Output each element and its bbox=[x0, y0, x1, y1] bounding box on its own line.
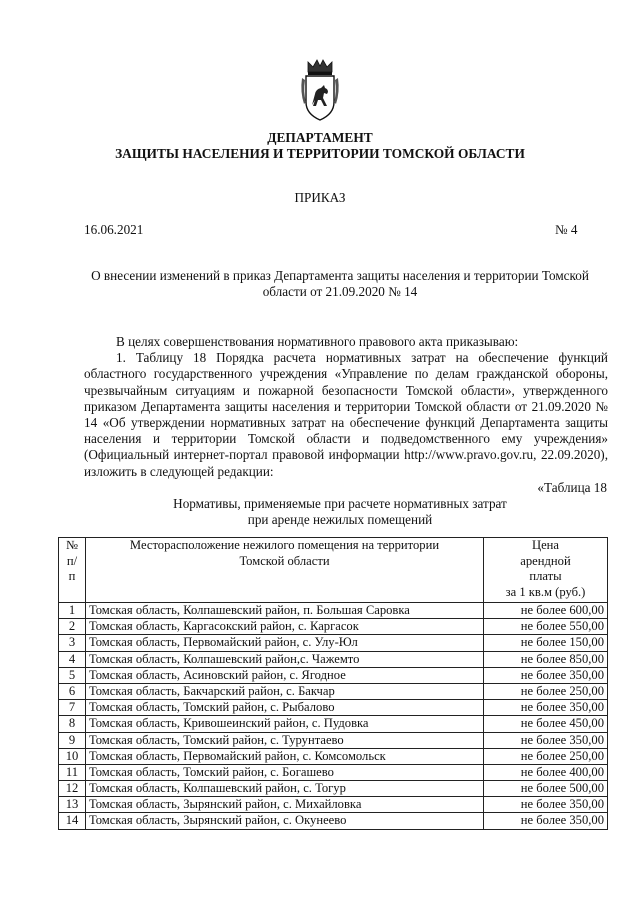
row-location: Томская область, Томский район, с. Турунтаево bbox=[86, 732, 484, 748]
table-body bbox=[59, 603, 608, 830]
table-row bbox=[59, 651, 608, 667]
row-number: 10 bbox=[59, 748, 86, 764]
table-row bbox=[59, 716, 608, 732]
header-number-line2: п/ bbox=[66, 553, 78, 568]
row-price: не более 850,00 bbox=[484, 651, 608, 667]
table-row bbox=[59, 667, 608, 683]
header-price-line3: платы bbox=[529, 569, 562, 583]
header-price bbox=[484, 538, 608, 603]
table-row bbox=[59, 797, 608, 813]
row-price: не более 250,00 bbox=[484, 683, 608, 699]
row-price: не более 400,00 bbox=[484, 764, 608, 780]
order-date: 16.06.2021 bbox=[84, 222, 144, 237]
department-line1: ДЕПАРТАМЕНТ bbox=[267, 130, 373, 145]
row-number: 2 bbox=[59, 619, 86, 635]
table-row bbox=[59, 732, 608, 748]
row-number: 9 bbox=[59, 732, 86, 748]
header-number-line3: п bbox=[68, 569, 76, 583]
table-row bbox=[59, 619, 608, 635]
row-number: 6 bbox=[59, 683, 86, 699]
order-title: ПРИКАЗ bbox=[294, 190, 346, 205]
row-location: Томская область, Томский район, с. Богашево bbox=[86, 764, 484, 780]
row-price: не более 150,00 bbox=[484, 635, 608, 651]
header-location-line2: Томской области bbox=[239, 553, 330, 568]
header-price-line1: Цена bbox=[531, 538, 559, 552]
table-caption bbox=[70, 496, 610, 528]
row-location: Томская область, Томский район, с. Рыбалово bbox=[86, 700, 484, 716]
row-price: не более 550,00 bbox=[484, 619, 608, 635]
table-row bbox=[59, 700, 608, 716]
table-number-note: «Таблица 18 bbox=[537, 480, 607, 495]
table-row bbox=[59, 603, 608, 619]
table-row bbox=[59, 764, 608, 780]
row-location: Томская область, Асиновский район, с. Ягодное bbox=[86, 667, 484, 683]
row-location: Томская область, Колпашевский район, п. Большая Саровка bbox=[86, 603, 484, 619]
row-location: Томская область, Кривошеинский район, с. Пудовка bbox=[86, 716, 484, 732]
table-row bbox=[59, 813, 608, 829]
header-location-line1: Месторасположение нежилого помещения на территории bbox=[129, 538, 440, 552]
row-location: Томская область, Зырянский район, с. Михайловка bbox=[86, 797, 484, 813]
emblem bbox=[300, 58, 340, 124]
row-location: Томская область, Первомайский район, с. Улу-Юл bbox=[86, 635, 484, 651]
row-number: 8 bbox=[59, 716, 86, 732]
row-price: не более 350,00 bbox=[484, 797, 608, 813]
row-number: 5 bbox=[59, 667, 86, 683]
order-subject: О внесении изменений в приказ Департамента защиты населения и территории Томской области от 21.09.2020 № 14 bbox=[91, 268, 589, 299]
table-row bbox=[59, 683, 608, 699]
row-number: 1 bbox=[59, 603, 86, 619]
header-price-line4: за 1 кв.м (руб.) bbox=[505, 584, 586, 599]
coat-of-arms-icon bbox=[300, 58, 340, 124]
row-location: Томская область, Первомайский район, с. Комсомольск bbox=[86, 748, 484, 764]
table-row bbox=[59, 748, 608, 764]
table-caption-line1: Нормативы, применяемые при расчете нормативных затрат bbox=[173, 496, 507, 511]
header-number-line1: № bbox=[65, 538, 79, 552]
order-body bbox=[84, 334, 608, 480]
row-price: не более 500,00 bbox=[484, 781, 608, 797]
row-number: 3 bbox=[59, 635, 86, 651]
row-location: Томская область, Зырянский район, с. Окунеево bbox=[86, 813, 484, 829]
row-location: Томская область, Бакчарский район, с. Бакчар bbox=[86, 683, 484, 699]
rent-rates-table bbox=[58, 537, 608, 830]
row-price: не более 450,00 bbox=[484, 716, 608, 732]
header-price-line2: арендной bbox=[520, 553, 571, 568]
row-price: не более 350,00 bbox=[484, 667, 608, 683]
table-row bbox=[59, 635, 608, 651]
row-number: 12 bbox=[59, 781, 86, 797]
item1-paragraph: 1. Таблицу 18 Порядка расчета нормативных затрат на обеспечение функций областного государственного учреждения «Управление по делам гражданской обороны, чрезвычайным ситуациям и пожарной безопасности Томской области», утвержденного приказом Департамента защиты населения и территории Томской области от 21.09.2020 № 14 «Об утверждении нормативных затрат на обеспечение функций Департамента защиты населения и территории Томской области и подведомственного ему учреждения» (Официальный интернет-портал правовой информации http://www.pravo.gov.ru, 22.09.2020), изложить в следующей редакции: bbox=[84, 350, 608, 479]
department-title bbox=[0, 130, 640, 162]
row-number: 13 bbox=[59, 797, 86, 813]
row-location: Томская область, Колпашевский район, с. Тогур bbox=[86, 781, 484, 797]
table-header-row bbox=[59, 538, 608, 603]
header-location bbox=[86, 538, 484, 603]
department-line2: ЗАЩИТЫ НАСЕЛЕНИЯ И ТЕРРИТОРИИ ТОМСКОЙ ОБЛАСТИ bbox=[115, 146, 525, 161]
row-number: 11 bbox=[59, 764, 86, 780]
row-number: 4 bbox=[59, 651, 86, 667]
row-number: 7 bbox=[59, 700, 86, 716]
row-number: 14 bbox=[59, 813, 86, 829]
order-number: № 4 bbox=[555, 222, 578, 237]
row-price: не более 350,00 bbox=[484, 813, 608, 829]
row-location: Томская область, Каргасокский район, с. Каргасок bbox=[86, 619, 484, 635]
table-caption-line2: при аренде нежилых помещений bbox=[247, 512, 433, 527]
table-row bbox=[59, 781, 608, 797]
row-location: Томская область, Колпашевский район,с. Чажемто bbox=[86, 651, 484, 667]
row-price: не более 600,00 bbox=[484, 603, 608, 619]
header-number bbox=[59, 538, 86, 603]
row-price: не более 250,00 bbox=[484, 748, 608, 764]
row-price: не более 350,00 bbox=[484, 700, 608, 716]
intro-paragraph: В целях совершенствования нормативного правового акта приказываю: bbox=[116, 334, 519, 349]
row-price: не более 350,00 bbox=[484, 732, 608, 748]
